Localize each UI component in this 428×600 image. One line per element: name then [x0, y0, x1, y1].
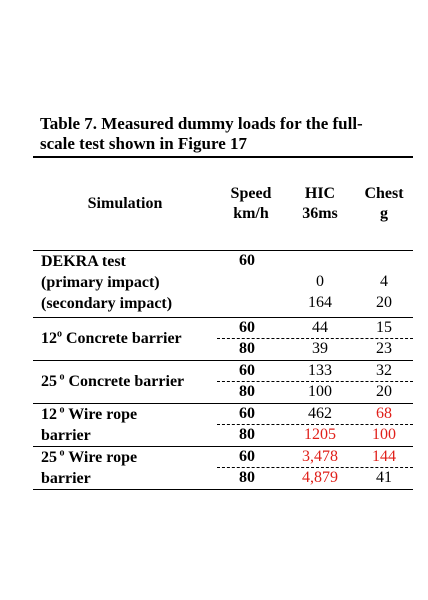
c12-row2-chest: 23	[376, 340, 392, 357]
w25-row2-speed: 80	[239, 469, 255, 486]
w12-row1-chest: 68	[376, 405, 392, 422]
c12-row2-hic: 39	[312, 340, 328, 357]
degree-mark: o	[57, 404, 65, 416]
c25-row1-speed: 60	[239, 362, 255, 379]
label-pre: 25	[41, 373, 57, 390]
w25-row2-hic: 4,879	[302, 469, 338, 486]
c25-row1-hic: 133	[308, 362, 332, 379]
w25-row2-chest: 41	[376, 469, 392, 486]
c25-row2-hic: 100	[308, 383, 332, 400]
c12-row1-speed: 60	[239, 319, 255, 336]
table-header	[33, 158, 413, 250]
degree-mark: o	[57, 447, 65, 459]
degree-mark: o	[57, 328, 62, 340]
w12-row1-hic: 462	[308, 405, 332, 422]
group-12-wire-rope	[33, 404, 413, 446]
c25-row2-speed: 80	[239, 383, 255, 400]
group-12-concrete	[33, 318, 413, 360]
dekra-label-line2: (primary impact)	[41, 274, 160, 291]
degree-mark: o	[57, 371, 65, 383]
group-25-wire-rope-label	[41, 447, 137, 489]
dekra-label-line3: (secondary impact)	[41, 295, 173, 312]
w12-row2-chest: 100	[372, 426, 396, 443]
label-post: Concrete barrier	[62, 330, 182, 347]
w12-row1-speed: 60	[239, 405, 255, 422]
group-12-concrete-label	[41, 328, 182, 349]
header-simulation: Simulation	[87, 195, 163, 212]
w25-row1-speed: 60	[239, 448, 255, 465]
table-bottom-rule	[33, 489, 413, 490]
dekra-row2-hic: 0	[316, 273, 324, 290]
label-line2: barrier	[41, 470, 91, 487]
caption-line-2: scale test shown in Figure 17	[40, 134, 247, 153]
w12-row2-speed: 80	[239, 426, 255, 443]
label-pre: 12	[41, 330, 57, 347]
w25-row1-chest: 144	[372, 448, 396, 465]
header-hic	[285, 184, 355, 224]
c25-row1-chest: 32	[376, 362, 392, 379]
c12-row2-speed: 80	[239, 340, 255, 357]
group-25-wire-rope	[33, 447, 413, 489]
c25-row2-chest: 20	[376, 383, 392, 400]
group-25-concrete-label	[41, 371, 184, 392]
w25-row1-hic: 3,478	[302, 448, 338, 465]
header-hic-line2: 36ms	[302, 205, 338, 222]
group-12-wire-rope-label	[41, 404, 137, 446]
header-chest	[355, 184, 413, 224]
c12-row1-hic: 44	[312, 319, 328, 336]
dekra-row3-hic: 164	[308, 294, 332, 311]
header-chest-line2: g	[380, 205, 388, 222]
dummy-loads-table	[33, 156, 413, 490]
w12-row2-hic: 1205	[304, 426, 336, 443]
label-post: Wire rope	[64, 449, 138, 466]
label-pre: 25	[41, 449, 57, 466]
c12-row1-chest: 15	[376, 319, 392, 336]
header-speed	[217, 184, 285, 224]
dekra-row1-speed: 60	[239, 252, 255, 269]
header-speed-line2: km/h	[233, 205, 269, 222]
header-chest-line1: Chest	[364, 185, 404, 202]
label-line2: barrier	[41, 427, 91, 444]
label-post: Wire rope	[64, 406, 138, 423]
dekra-label-line1: DEKRA test	[41, 253, 126, 270]
header-hic-line1: HIC	[304, 185, 336, 202]
header-speed-line1: Speed	[230, 185, 272, 202]
group-dekra	[33, 251, 413, 317]
group-25-concrete	[33, 361, 413, 403]
dekra-row3-chest: 20	[376, 294, 392, 311]
group-dekra-label	[41, 251, 172, 314]
label-post: Concrete barrier	[64, 373, 185, 390]
dekra-row2-chest: 4	[380, 273, 388, 290]
label-pre: 12	[41, 406, 57, 423]
caption-line-1: Table 7. Measured dummy loads for the full-	[40, 114, 363, 133]
table-caption	[40, 114, 390, 154]
